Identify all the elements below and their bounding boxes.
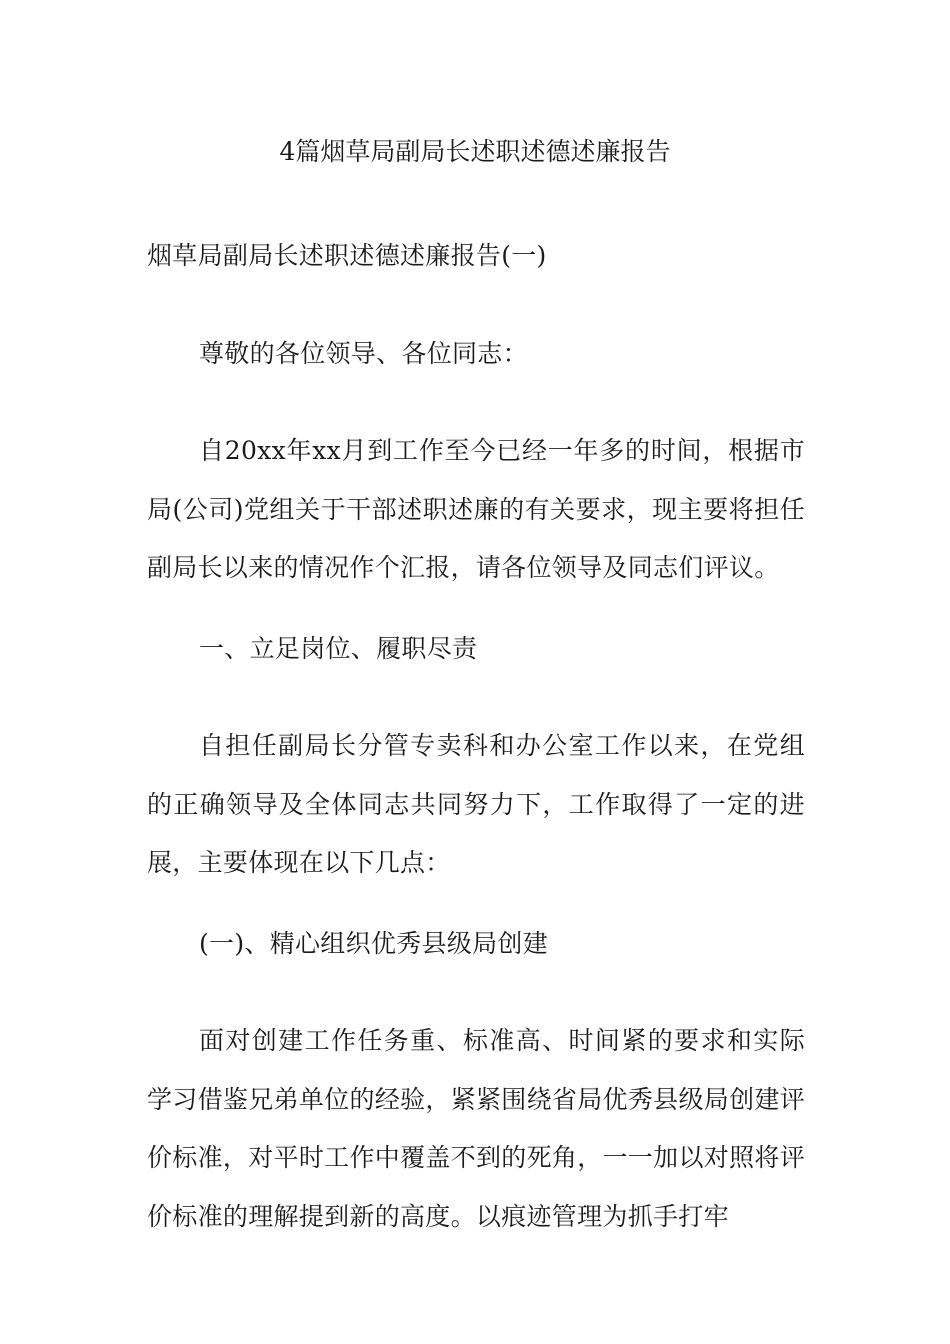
paragraph-subsection-1: 面对创建工作任务重、标准高、时间紧的要求和实际学习借鉴兄弟单位的经验，紧紧围绕省局优秀县级局创建评价标准，对平时工作中覆盖不到的死角，一一加以对照将评价标准的理解提到新的高度。以痕迹管理为抓手打牢 [147,1026,805,1231]
paragraph-intro: 自20xx年xx月到工作至今已经一年多的时间，根据市局(公司)党组关于干部述职述廉的有关要求，现主要将担任副局长以来的情况作个汇报，请各位领导及同志们评议。 [147,436,805,582]
report-subtitle: 烟草局副局长述职述德述廉报告(一) [147,241,547,270]
document-title: 4篇烟草局副局长述职述德述廉报告 [279,137,671,166]
subsection-heading-1: (一)、精心组织优秀县级局创建 [199,929,549,958]
paragraph-section-1: 自担任副局长分管专卖科和办公室工作以来，在党组的正确领导及全体同志共同努力下，工作取得了一定的进展，主要体现在以下几点： [147,731,805,877]
salutation: 尊敬的各位领导、各位同志： [199,339,528,368]
section-heading-1: 一、立足岗位、履职尽责 [199,634,478,663]
